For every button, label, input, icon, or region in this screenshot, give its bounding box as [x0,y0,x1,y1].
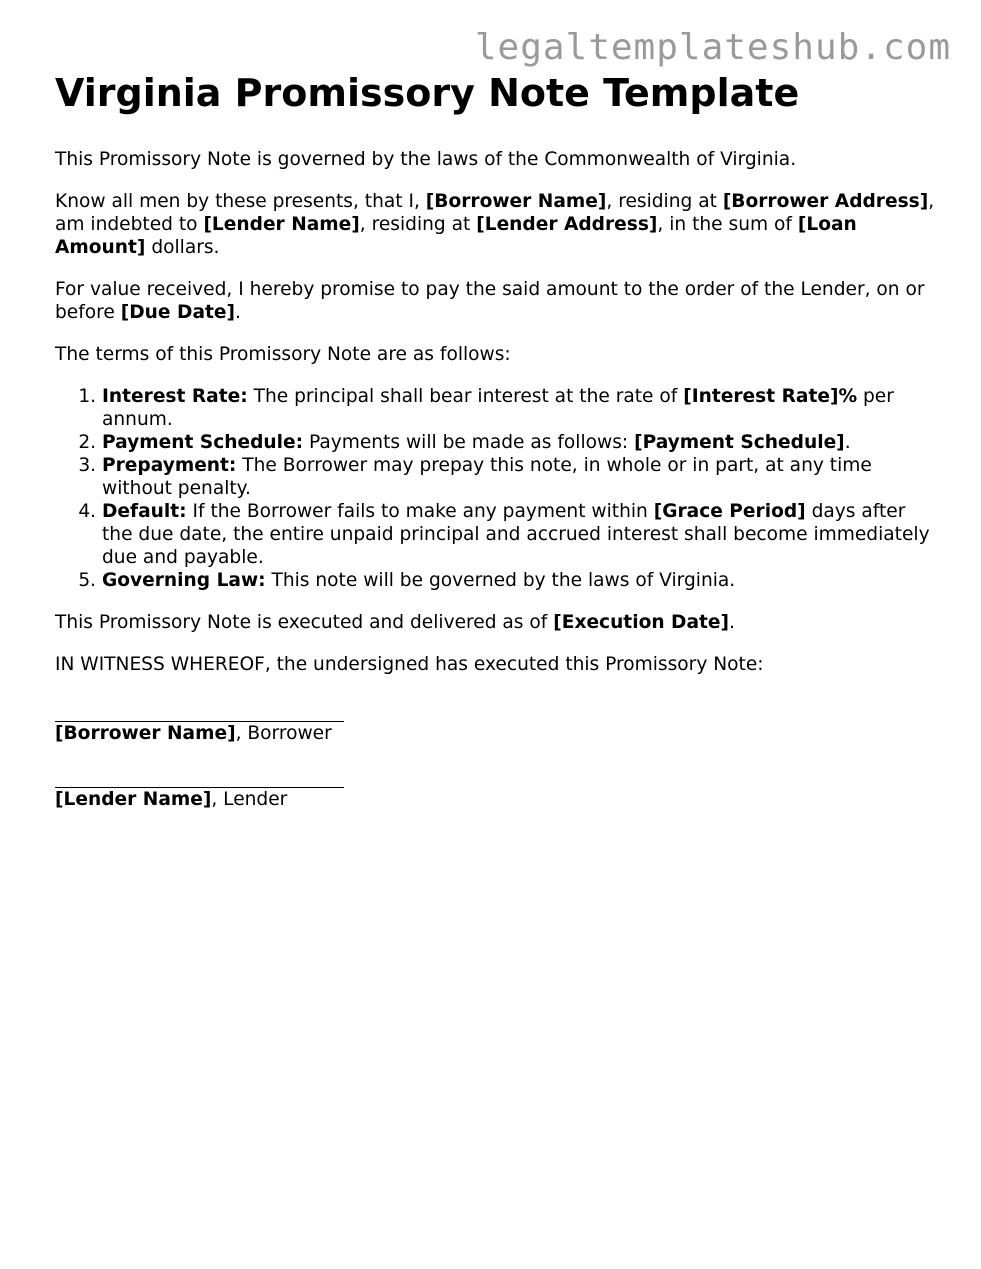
list-item: 4. Default: If the Borrower fails to make any payment within [Grace Period] days after the due date, the entire unpaid principal and accrued interest shall become immediately due and payable. [102,500,935,569]
watermark: legaltemplateshub.com [474,27,951,68]
due-date-field: [Due Date] [120,302,235,323]
loan-amount-field: [Loan Amount] [55,214,857,258]
page-title: Virginia Promissory Note Template [55,71,800,115]
lender-signature-caption: [Lender Name], Lender [55,789,288,810]
term-label: Interest Rate: [102,386,248,407]
lender-address-field: [Lender Address] [476,214,658,235]
promise-paragraph: For value received, I hereby promise to pay the said amount to the order of the Lender, on or before [Due Date]. [55,279,925,323]
borrower-signature-line[interactable] [55,701,344,722]
borrower-signature-caption: [Borrower Name], Borrower [55,723,332,744]
term-label: Governing Law: [102,570,266,591]
term-label: Default: [102,501,187,522]
witness-paragraph: IN WITNESS WHEREOF, the undersigned has executed this Promissory Note: [55,654,764,675]
term-label: Prepayment: [102,455,237,476]
borrower-address-field: [Borrower Address] [722,191,929,212]
document-body [55,72,935,833]
lender-signature-block [55,767,935,811]
indebtedness-paragraph: Know all men by these presents, that I, [Borrower Name], residing at [Borrower Address], am indebted to [Lender Name], residing at [Lender Address], in the sum of [Loan Amount] dollars. [55,191,935,258]
execution-date-field: [Execution Date] [553,612,730,633]
terms-intro: The terms of this Promissory Note are as follows: [55,344,511,365]
grace-period-field: [Grace Period] [653,501,806,522]
signature-section [55,701,935,811]
terms-list [55,385,935,592]
list-item: 5. Governing Law: This note will be governed by the laws of Virginia. [102,569,935,592]
intro-paragraph: This Promissory Note is governed by the laws of the Commonwealth of Virginia. [55,149,797,170]
payment-schedule-field: [Payment Schedule] [634,432,845,453]
borrower-signature-block [55,701,935,745]
term-label: Payment Schedule: [102,432,304,453]
lender-name-field: [Lender Name] [203,214,360,235]
lender-signature-line[interactable] [55,767,344,788]
list-item: 1. Interest Rate: The principal shall bear interest at the rate of [Interest Rate]% per annum. [102,385,935,431]
list-item: 2. Payment Schedule: Payments will be made as follows: [Payment Schedule]. [102,431,935,454]
borrower-name-field: [Borrower Name] [425,191,607,212]
list-item: 3. Prepayment: The Borrower may prepay this note, in whole or in part, at any time without penalty. [102,454,935,500]
interest-rate-field: [Interest Rate]% [683,386,858,407]
execution-paragraph: This Promissory Note is executed and delivered as of [Execution Date]. [55,612,735,633]
